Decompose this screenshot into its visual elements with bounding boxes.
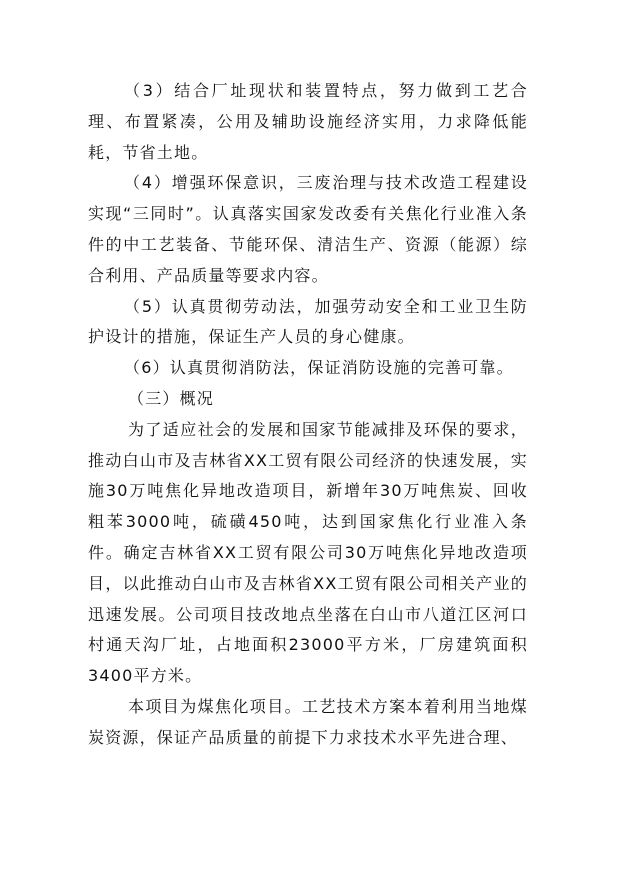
document-text	[88, 76, 528, 754]
section-heading: （三）概况	[128, 388, 215, 408]
project-paragraph: 本项目为煤焦化项目。工艺技术方案本着利用当地煤炭资源，保证产品质量的前提下力求技术水平先进合理、	[88, 696, 528, 747]
principle-item-6: （6）认真贯彻消防法，保证消防设施的完善可靠。	[124, 358, 514, 378]
overview-paragraph: 为了适应社会的发展和国家节能减排及环保的要求，推动白山市及吉林省XX工贸有限公司经济的快速发展，实施30万吨焦化异地改造项目，新增年30万吨焦炭、回收粗苯3000吨，硫磺450吨，达到国家焦化行业准入条件。确定吉林省XX工贸有限公司30万吨焦化异地改造项目，以此推动白山市及吉林省XX工贸有限公司相关产业的迅速发展。公司项目技改地点坐落在白山市八道江区河口村通天沟厂址，占地面积23000平方米，厂房建筑面积3400平方米。	[88, 419, 528, 686]
principle-item-5: （5）认真贯彻劳动法，加强劳动安全和工业卫生防护设计的措施，保证生产人员的身心健康。	[88, 296, 528, 347]
principle-item-4: （4）增强环保意识，三废治理与技术改造工程建设实现“三同时”。认真落实国家发改委有关焦化行业准入条件的中工艺装备、节能环保、清洁生产、资源（能源）综合利用、产品质量等要求内容。	[88, 173, 528, 285]
principle-item-3: （3）结合厂址现状和装置特点，努力做到工艺合理、布置紧凑，公用及辅助设施经济实用，力求降低能耗，节省土地。	[88, 81, 528, 162]
